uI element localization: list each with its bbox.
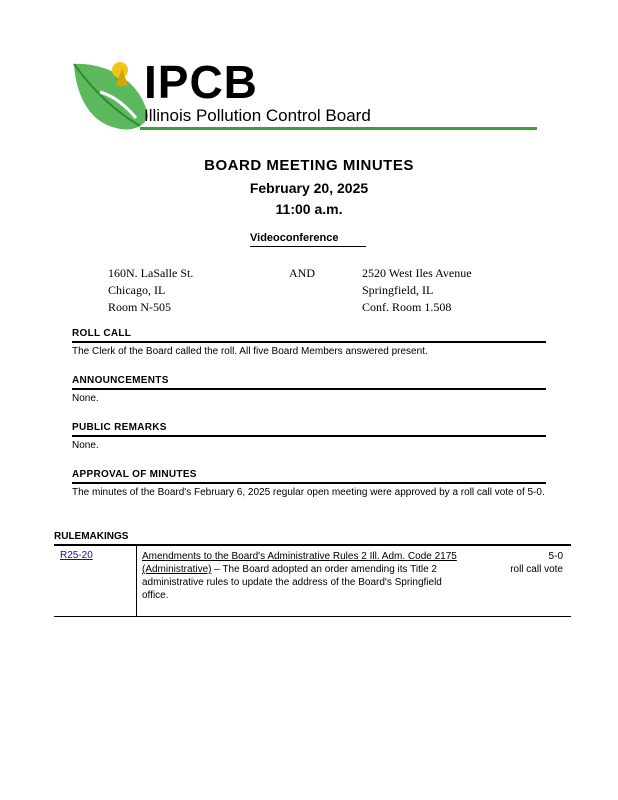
- logo-underline: [140, 127, 537, 130]
- page-title: BOARD MEETING MINUTES: [204, 157, 414, 174]
- address-line: 2520 West Iles Avenue: [362, 266, 472, 280]
- logo-full-name: Illinois Pollution Control Board: [144, 106, 371, 125]
- address-line: Conf. Room 1.508: [362, 300, 452, 314]
- section-divider: [72, 435, 546, 437]
- meeting-date: February 20, 2025: [249, 180, 369, 196]
- docket-link[interactable]: R25-20: [60, 550, 93, 561]
- rulemaking-summary: – The Board adopted an order amending its Title 2 administrative rules to update the address of the Board's Springfield office.: [142, 564, 442, 601]
- leaf-logo-icon: [70, 56, 152, 134]
- address-line: Room N-505: [108, 300, 171, 314]
- table-bottom-rule: [54, 616, 571, 617]
- venue-underline: [250, 246, 366, 247]
- section-divider: [72, 388, 546, 390]
- address-conjunction: AND: [289, 266, 315, 280]
- roll-call-heading: ROLL CALL: [72, 328, 132, 339]
- meeting-time: 11:00 a.m.: [275, 201, 343, 217]
- roll-call-text: The Clerk of the Board called the roll. All five Board Members answered present.: [72, 346, 428, 357]
- public-remarks-text: None.: [72, 440, 99, 451]
- announcements-text: None.: [72, 393, 99, 404]
- public-remarks-heading: PUBLIC REMARKS: [72, 422, 167, 433]
- section-divider: [72, 341, 546, 343]
- announcements-heading: ANNOUNCEMENTS: [72, 375, 169, 386]
- section-divider: [72, 482, 546, 484]
- logo-acronym: IPCB: [144, 56, 258, 108]
- meeting-venue: Videoconference: [250, 232, 339, 244]
- vote-count: 5-0: [548, 551, 563, 562]
- approval-of-minutes-heading: APPROVAL OF MINUTES: [72, 469, 197, 480]
- address-line: Chicago, IL: [108, 283, 166, 297]
- rulemaking-vote: [480, 550, 563, 576]
- rulemaking-description: [142, 550, 462, 602]
- address-line: 160N. LaSalle St.: [108, 266, 194, 280]
- address-line: Springfield, IL: [362, 283, 434, 297]
- table-column-divider: [136, 546, 137, 617]
- rulemakings-heading: RULEMAKINGS: [54, 531, 129, 542]
- chicago-address: [108, 265, 193, 316]
- vote-type: roll call vote: [510, 564, 563, 575]
- springfield-address: [362, 265, 472, 316]
- approval-of-minutes-text: The minutes of the Board's February 6, 2025 regular open meeting were approved by a roll call vote of 5-0.: [72, 487, 545, 498]
- section-divider: [54, 544, 571, 546]
- rulemaking-title: Amendments to the Board's Administrative Rules 2 Ill. Adm. Code 2175 (Administrative): [142, 551, 457, 575]
